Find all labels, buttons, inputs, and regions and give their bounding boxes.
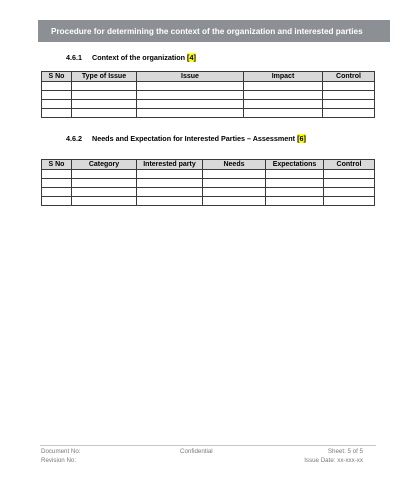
column-header: Issue — [137, 72, 244, 82]
table-cell[interactable] — [323, 91, 375, 100]
section-title: Needs and Expectation for Interested Parties – Assessment — [92, 134, 296, 143]
footer-issue-date: Issue Date: xx-xxx-xx — [304, 457, 363, 464]
footer-divider — [40, 445, 376, 446]
table-cell[interactable] — [42, 82, 72, 91]
column-header: S No — [42, 72, 72, 82]
table-cell[interactable] — [244, 109, 323, 118]
section-number: 4.6.2 — [66, 134, 82, 143]
table-cell[interactable] — [137, 82, 244, 91]
table-cell[interactable] — [72, 179, 137, 188]
column-header: Control — [324, 160, 375, 170]
column-header: Needs — [203, 160, 266, 170]
table-cell[interactable] — [137, 109, 244, 118]
interested-parties-table — [41, 159, 375, 206]
column-header: Impact — [244, 72, 323, 82]
context-table-header-row — [42, 72, 375, 82]
table-cell[interactable] — [42, 109, 72, 118]
table-cell[interactable] — [137, 197, 203, 206]
table-row — [42, 179, 375, 188]
reference-marker: [4] — [187, 53, 196, 62]
footer-revision-no: Revision No: — [41, 457, 77, 464]
table-cell[interactable] — [42, 179, 72, 188]
table-cell[interactable] — [266, 179, 324, 188]
table-cell[interactable] — [266, 170, 324, 179]
table-cell[interactable] — [244, 82, 323, 91]
section-title: Context of the organization — [92, 53, 186, 62]
table-cell[interactable] — [324, 188, 375, 197]
table-cell[interactable] — [203, 170, 266, 179]
table-row — [42, 91, 375, 100]
column-header: Category — [72, 160, 137, 170]
table-row — [42, 197, 375, 206]
table-cell[interactable] — [137, 170, 203, 179]
table-row — [42, 100, 375, 109]
table-cell[interactable] — [42, 91, 72, 100]
column-header: Control — [323, 72, 375, 82]
table-cell[interactable] — [324, 197, 375, 206]
section-heading-context — [66, 53, 196, 62]
context-table — [41, 71, 375, 118]
table-cell[interactable] — [72, 109, 137, 118]
table-row — [42, 82, 375, 91]
column-header: Interested party — [137, 160, 203, 170]
table-cell[interactable] — [203, 188, 266, 197]
table-cell[interactable] — [72, 197, 137, 206]
table-cell[interactable] — [42, 100, 72, 109]
table-cell[interactable] — [137, 100, 244, 109]
table-cell[interactable] — [244, 100, 323, 109]
footer-classification: Confidential — [180, 448, 213, 455]
table-cell[interactable] — [323, 100, 375, 109]
banner-title: Procedure for determining the context of the organization and interested parties — [51, 26, 363, 36]
table-cell[interactable] — [203, 179, 266, 188]
table-cell[interactable] — [323, 82, 375, 91]
table-cell[interactable] — [137, 91, 244, 100]
column-header: S No — [42, 160, 72, 170]
table-cell[interactable] — [324, 170, 375, 179]
section-heading-interested-parties — [66, 134, 306, 143]
table-cell[interactable] — [324, 179, 375, 188]
table-cell[interactable] — [137, 179, 203, 188]
interested-parties-table-header-row — [42, 160, 375, 170]
footer-sheet: Sheet: 5 of 5 — [327, 448, 363, 455]
table-cell[interactable] — [137, 188, 203, 197]
table-cell[interactable] — [266, 188, 324, 197]
table-cell[interactable] — [42, 188, 72, 197]
table-cell[interactable] — [42, 197, 72, 206]
column-header: Expectations — [266, 160, 324, 170]
footer-document-no: Document No: — [41, 448, 81, 455]
table-cell[interactable] — [72, 170, 137, 179]
table-cell[interactable] — [266, 197, 324, 206]
table-cell[interactable] — [72, 188, 137, 197]
table-cell[interactable] — [72, 82, 137, 91]
table-cell[interactable] — [203, 197, 266, 206]
table-cell[interactable] — [72, 91, 137, 100]
table-cell[interactable] — [323, 109, 375, 118]
header-banner — [38, 20, 390, 42]
table-cell[interactable] — [72, 100, 137, 109]
table-row — [42, 188, 375, 197]
column-header: Type of Issue — [72, 72, 137, 82]
reference-marker: [6] — [297, 134, 306, 143]
table-row — [42, 170, 375, 179]
table-cell[interactable] — [244, 91, 323, 100]
section-number: 4.6.1 — [66, 53, 82, 62]
table-cell[interactable] — [42, 170, 72, 179]
table-row — [42, 109, 375, 118]
